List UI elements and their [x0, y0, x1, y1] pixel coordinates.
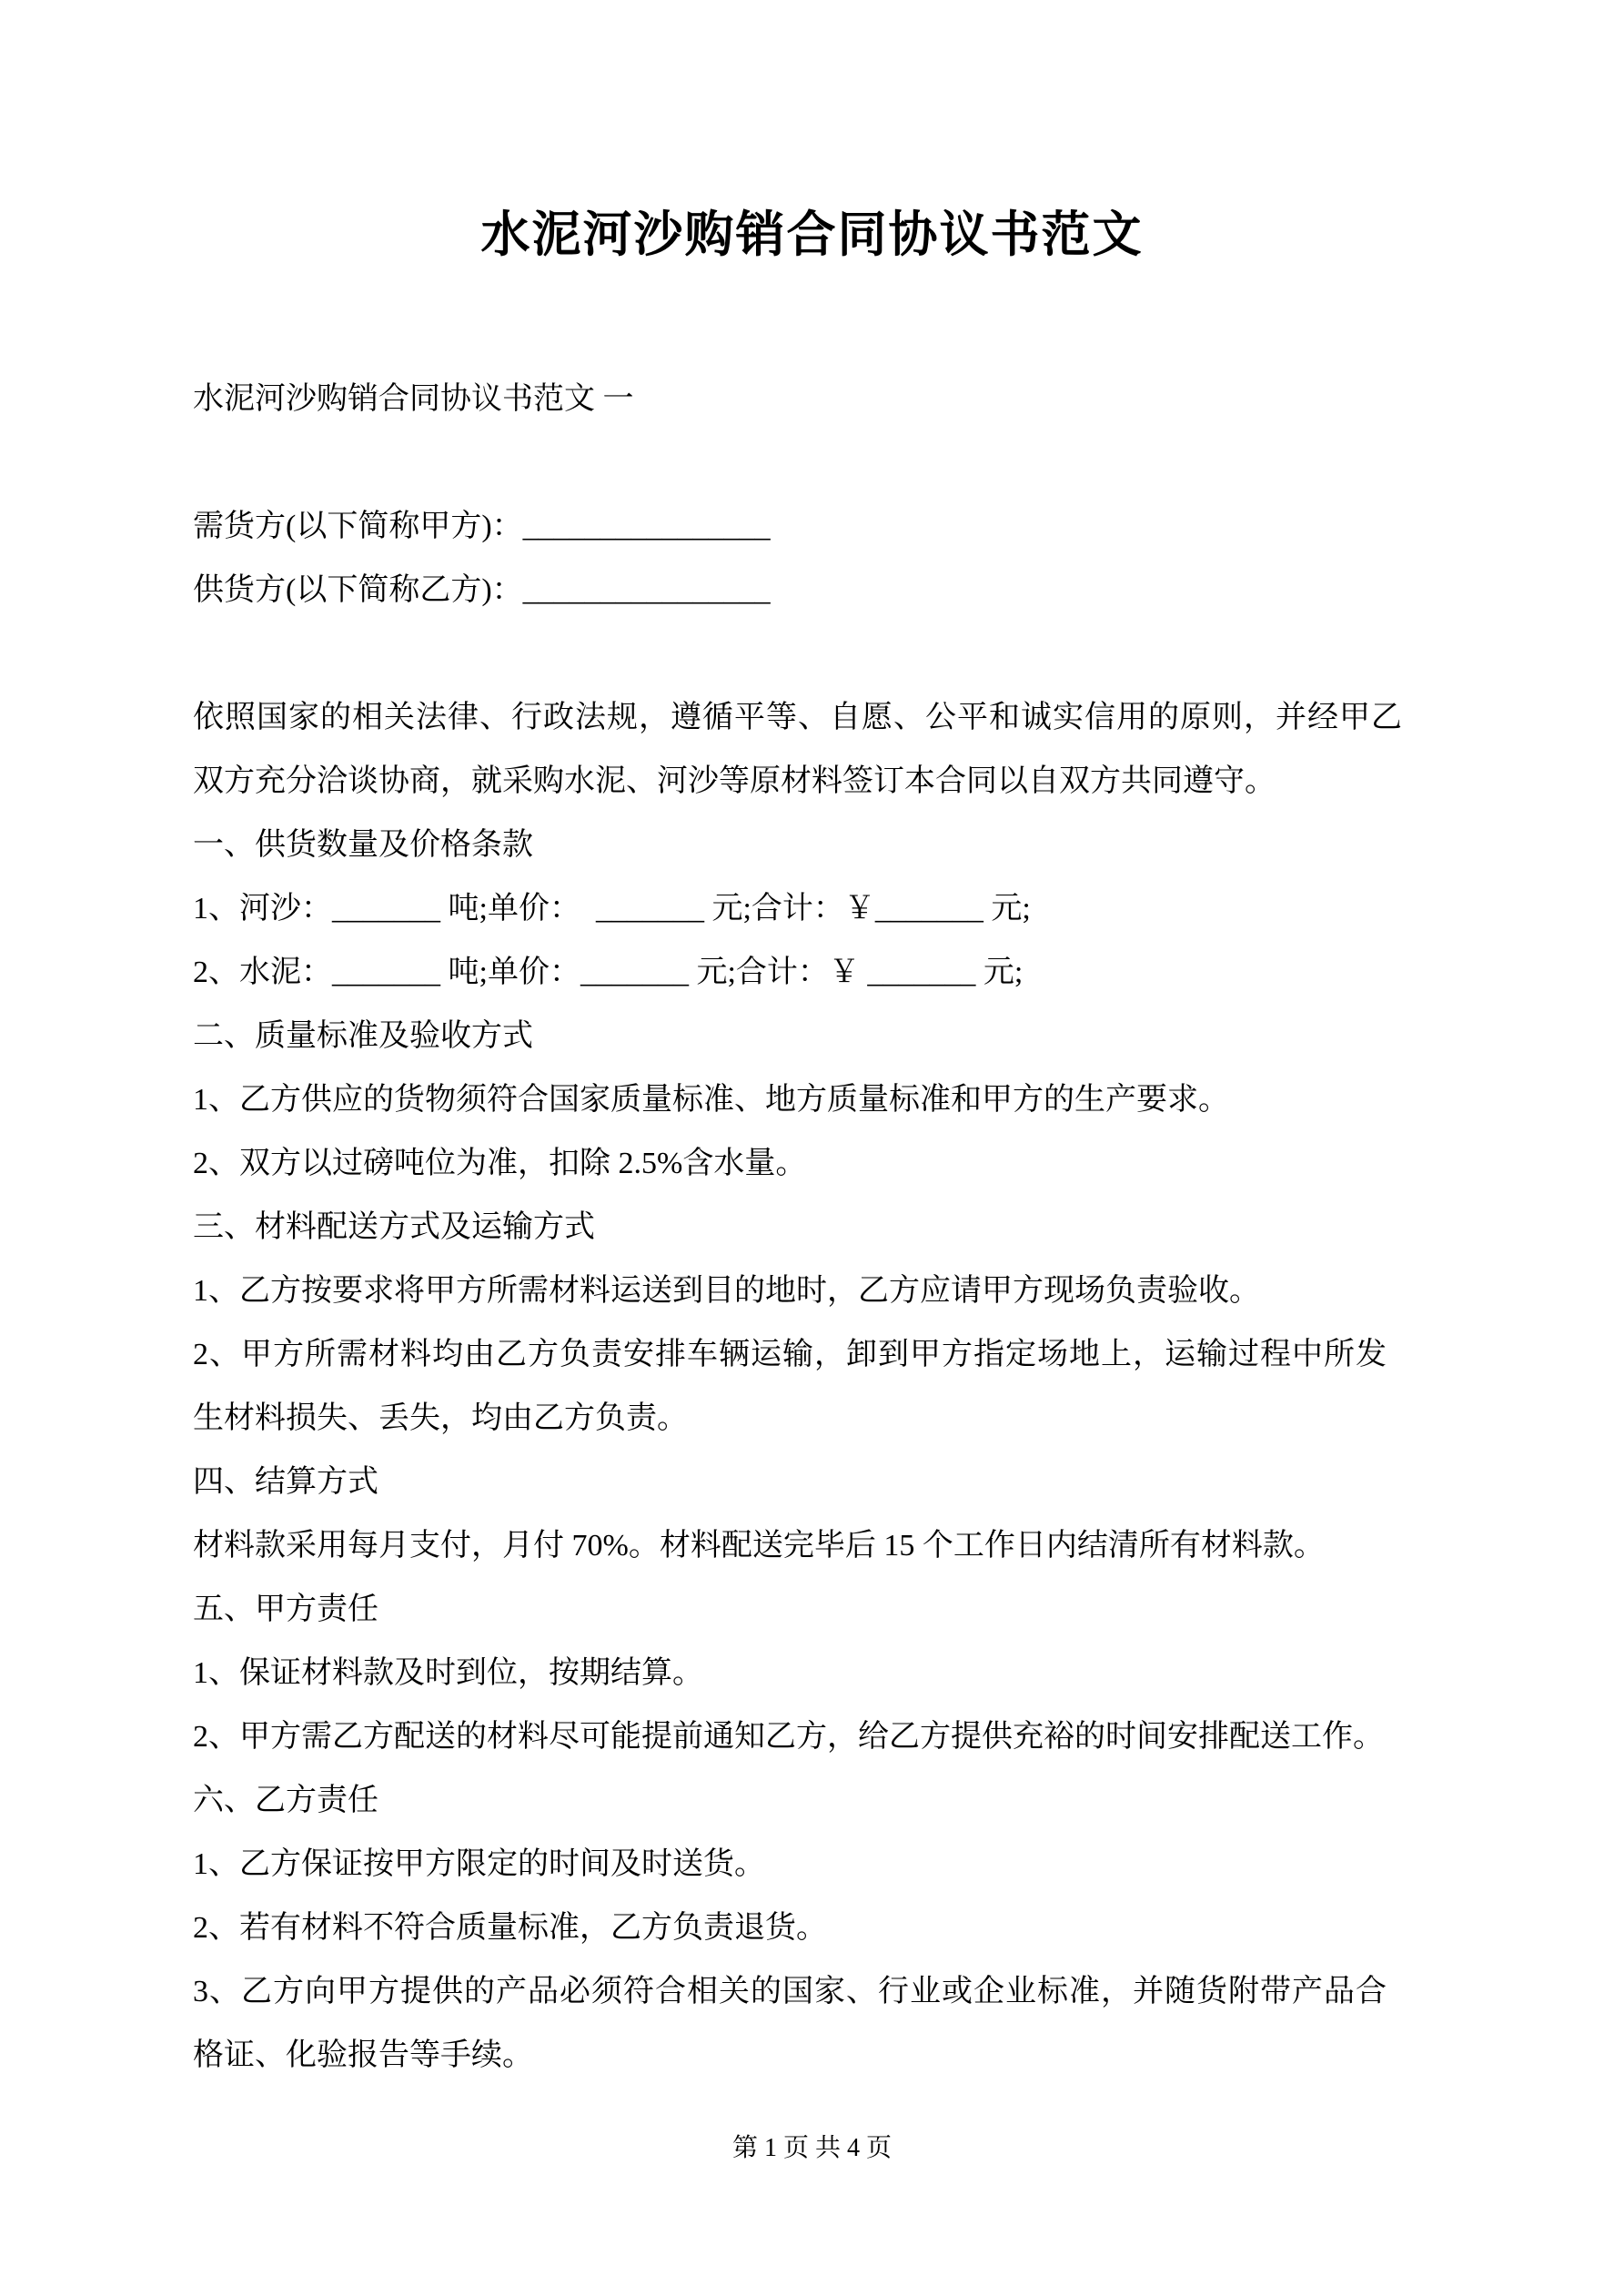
preamble-line: 依照国家的相关法律、行政法规，遵循平等、自愿、公平和诚实信用的原则，并经甲乙 — [193, 701, 1403, 734]
clause-line: 3、乙方向甲方提供的产品必须符合相关的国家、行业或企业标准，并随货附带产品合 — [193, 1975, 1387, 2008]
section-heading-settlement: 四、结算方式 — [193, 1465, 378, 1499]
clause-line: 2、双方以过磅吨位为准，扣除 2.5%含水量。 — [193, 1147, 807, 1180]
clause-line: 2、甲方需乙方配送的材料尽可能提前通知乙方，给乙方提供充裕的时间安排配送工作。 — [193, 1720, 1384, 1754]
document-title: 水泥河沙购销合同协议书范文 — [480, 207, 1144, 262]
party-b-label: 供货方(以下简称乙方)： — [193, 573, 523, 607]
blank-line — [193, 622, 1433, 686]
blank-line — [193, 431, 1433, 495]
clause-cement-blanks: 2、水泥：_______ 吨;单价：_______ 元;合计：￥ _______ 元; — [193, 956, 1024, 989]
party-a-blank-field: ________________ — [522, 510, 771, 543]
clause-line: 1、乙方供应的货物须符合国家质量标准、地方质量标准和甲方的生产要求。 — [193, 1083, 1229, 1117]
page-number-footer: 第 1 页 共 4 页 — [731, 2134, 892, 2162]
clause-river-sand-blanks: 1、河沙：_______ 吨;单价： _______ 元;合计：￥_______ 元; — [193, 892, 1031, 925]
section-heading-party-b-duty: 六、乙方责任 — [193, 1784, 378, 1817]
clause-line: 2、若有材料不符合质量标准，乙方负责退货。 — [193, 1911, 827, 1945]
section-heading-party-a-duty: 五、甲方责任 — [193, 1593, 378, 1626]
clause-line: 格证、化验报告等手续。 — [193, 2038, 533, 2072]
clause-line: 1、乙方保证按甲方限定的时间及时送货。 — [193, 1847, 765, 1881]
clause-line: 生材料损失、丢失，均由乙方负责。 — [193, 1401, 688, 1435]
clause-line: 材料款采用每月支付，月付 70%。材料配送完毕后 15 个工作日内结清所有材料款。 — [193, 1529, 1325, 1563]
document-body — [193, 368, 1433, 2088]
party-b-blank-field: ________________ — [522, 573, 771, 607]
clause-line: 1、乙方按要求将甲方所需材料运送到目的地时，乙方应请甲方现场负责验收。 — [193, 1274, 1260, 1308]
section-heading-delivery-method: 三、材料配送方式及运输方式 — [193, 1210, 595, 1244]
document-subtitle: 水泥河沙购销合同协议书范文 一 — [193, 382, 634, 416]
preamble-line: 双方充分洽谈协商，就采购水泥、河沙等原材料签订本合同以自双方共同遵守。 — [193, 764, 1276, 798]
party-a-label: 需货方(以下简称甲方)： — [193, 510, 523, 543]
clause-line: 2、甲方所需材料均由乙方负责安排车辆运输，卸到甲方指定场地上，运输过程中所发 — [193, 1338, 1387, 1371]
section-heading-quality-standard: 二、质量标准及验收方式 — [193, 1019, 533, 1053]
clause-line: 1、保证材料款及时到位，按期结算。 — [193, 1656, 703, 1690]
section-heading-supply-quantity: 一、供货数量及价格条款 — [193, 828, 533, 862]
party-b-line — [193, 559, 1433, 622]
party-a-line — [193, 495, 1433, 559]
